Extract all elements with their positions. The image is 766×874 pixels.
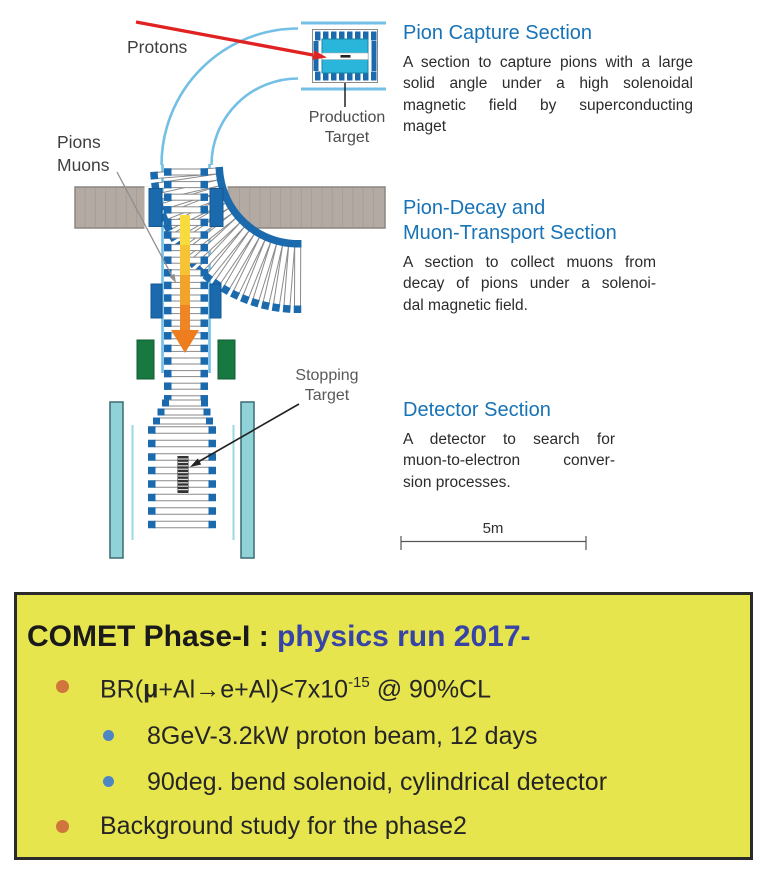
bullet-item-proton-beam: 8GeV-3.2kW proton beam, 12 days	[147, 722, 538, 750]
section-heading: Detector Section	[403, 399, 551, 421]
bullet-dot	[103, 730, 114, 741]
section-heading: Pion-Decay and Muon-Transport Section	[403, 197, 617, 244]
summary-title	[27, 620, 531, 654]
bullet-dot	[103, 776, 114, 787]
section-pion-decay-muon-transport	[403, 196, 656, 316]
section-body: A section to collect muons from decay of pions under a solenoi- dal magnetic field.	[403, 254, 656, 314]
bullet-item-br-limit: $BR(\mu+Al\to e+Al)<7x10^{-15}$ @ 90%CL	[100, 674, 492, 704]
scale-label: 5m	[482, 520, 504, 537]
pions-label: Pions	[57, 132, 101, 152]
bullet-item-bend-solenoid: 90deg. bend solenoid, cylindrical detector	[147, 768, 608, 796]
production-target-label: Production Target	[308, 109, 386, 146]
bullet-item-background-study: Background study for the phase2	[100, 812, 467, 840]
muons-label: Muons	[57, 155, 110, 175]
summary-title-black: COMET Phase-I :	[27, 620, 278, 653]
section-body: A detector to search for muon-to-electron conver- sion processes.	[403, 431, 615, 491]
section-detector	[403, 398, 615, 493]
section-body: A section to capture pions with a large solid angle under a high solenoidal magnetic field by superconducting maget	[403, 54, 693, 136]
bullet-dot	[56, 680, 69, 693]
protons-label: Protons	[127, 37, 188, 57]
stopping-target	[178, 456, 189, 493]
stopping-target-label: Stopping Target	[295, 367, 359, 404]
pions-muons-label	[57, 131, 110, 177]
phase1-summary-box	[14, 592, 753, 860]
scale-bar	[401, 536, 586, 550]
production-target-assembly	[301, 23, 386, 107]
bullet-dot	[56, 820, 69, 833]
section-heading: Pion Capture Section	[403, 22, 593, 44]
section-pion-capture	[403, 21, 693, 138]
summary-title-blue: physics run 2017-	[277, 620, 531, 653]
